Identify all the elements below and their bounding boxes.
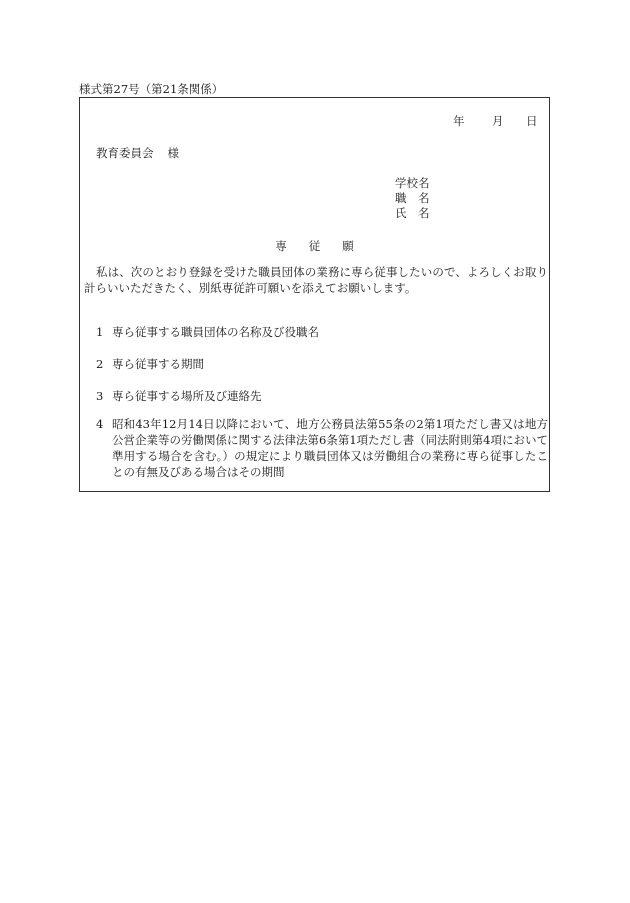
position-label: 職 名 xyxy=(395,191,430,205)
item-number: 4 xyxy=(96,417,104,431)
addressee-honorific: 様 xyxy=(167,146,179,160)
list-item xyxy=(96,416,548,480)
application-form xyxy=(79,97,550,492)
date-day-label: 日 xyxy=(526,114,538,128)
addressee-name: 教育委員会 xyxy=(96,146,154,160)
item-number: 3 xyxy=(96,389,104,403)
date-month-label: 月 xyxy=(492,114,504,128)
list-item xyxy=(96,356,548,372)
item-text: 専ら従事する場所及び連絡先 xyxy=(112,389,262,403)
applicant-name-label: 氏 名 xyxy=(395,206,430,220)
list-item xyxy=(96,324,548,340)
applicant-fields xyxy=(395,176,430,221)
request-body: 私は、次のとおり登録を受けた職員団体の業務に専ら従事したいので、よろしくお取り計らいいただきたく、別紙専従許可願いを添えてお願いします。 xyxy=(84,265,548,295)
list-item xyxy=(96,388,548,404)
school-name-label: 学校名 xyxy=(395,176,430,190)
form-number: 様式第27号（第21条関係） xyxy=(79,82,224,96)
date-year-label: 年 xyxy=(453,114,465,128)
addressee xyxy=(96,146,179,161)
item-text: 専ら従事する期間 xyxy=(112,357,204,371)
item-text: 専ら従事する職員団体の名称及び役職名 xyxy=(112,325,319,339)
document-title: 専従願 xyxy=(275,239,376,253)
item-text: 昭和43年12月14日以降において、地方公務員法第55条の2第1項ただし書又は地方公営企業等の労働関係に関する法律法第6条第1項ただし書（同法附則第4項において準用する場合を含む。）の規定により職員団体又は労働組合の業務に専ら従事したことの有無及びある場合はその期間 xyxy=(112,417,548,479)
item-number: 2 xyxy=(96,357,104,371)
item-number: 1 xyxy=(96,325,104,339)
